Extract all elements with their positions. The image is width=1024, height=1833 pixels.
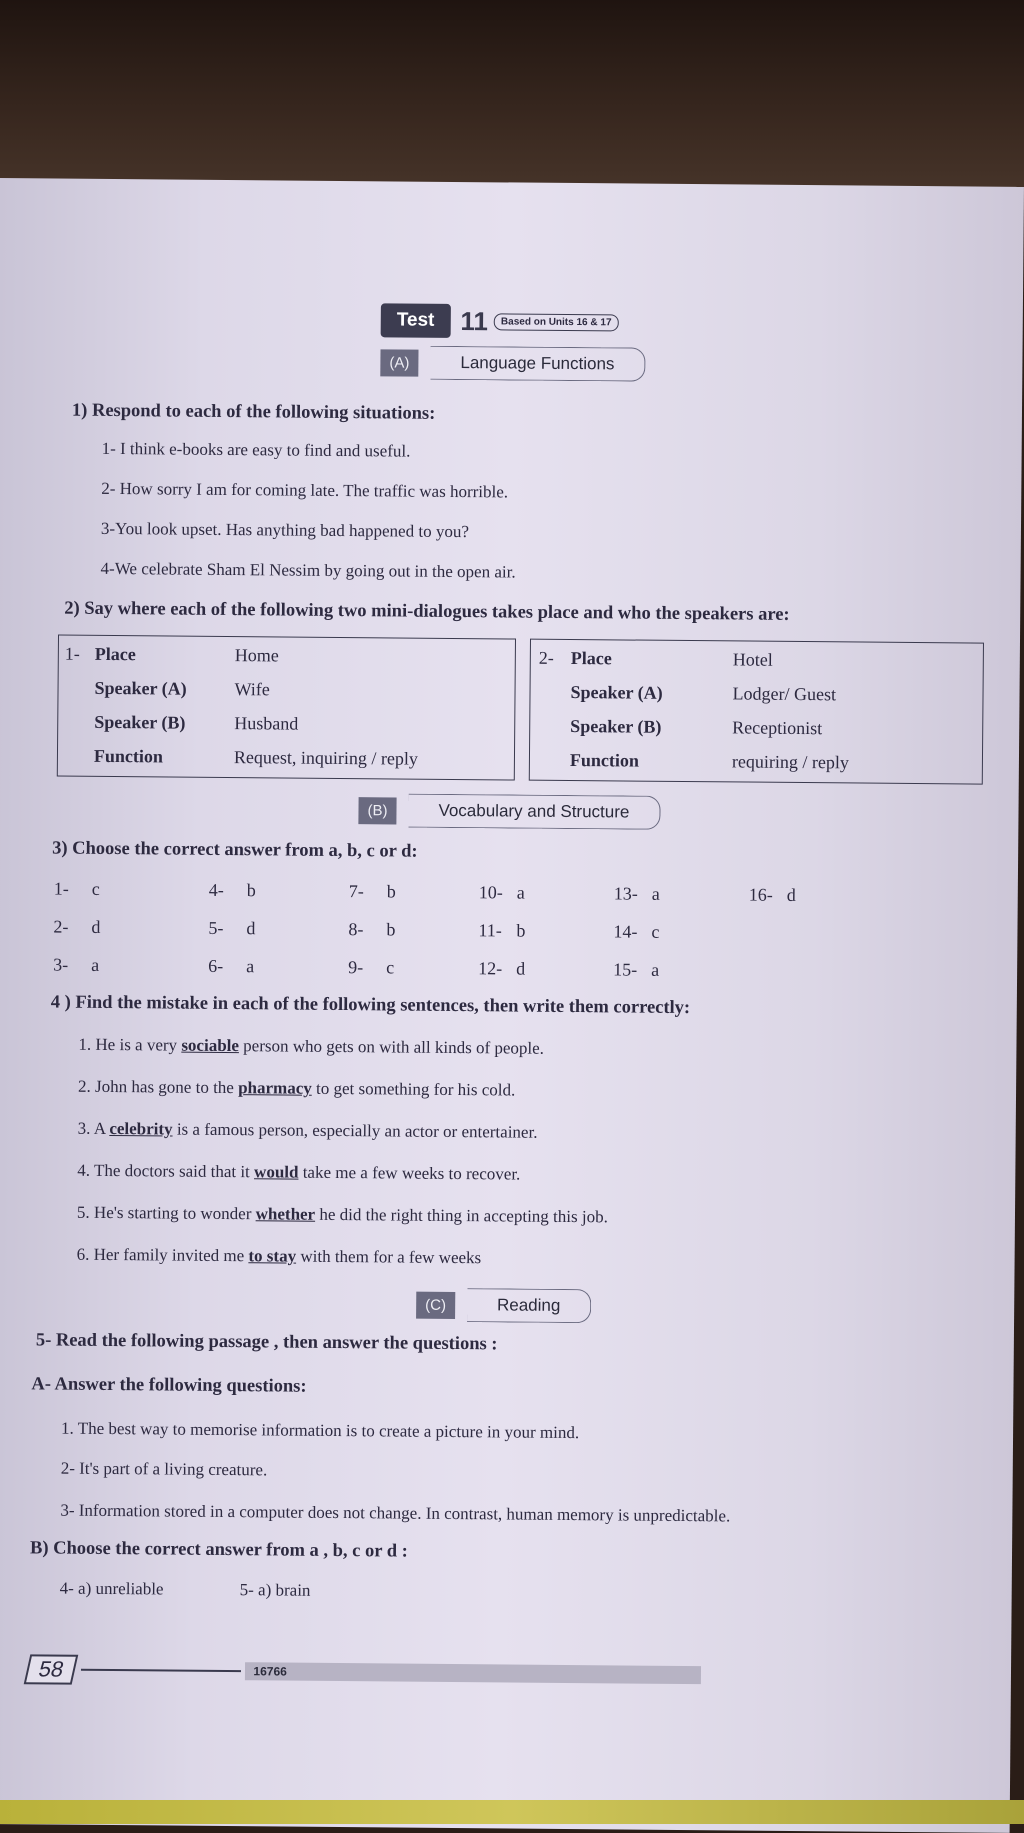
yellow-edge-strip [0,1800,1024,1824]
q5-part-b: B) Choose the correct answer from a , b, c or d : [29,1538,408,1562]
section-b-tag [358,793,660,830]
answer-item: 12- d [478,958,526,979]
q4-item: 2. John has gone to the pharmacy to get something for his cold. [77,1076,516,1100]
q5-answer: 3- Information stored in a computer does not change. In contrast, human memory is unpredictable. [60,1500,731,1526]
answer-item: 5- d [208,917,256,939]
dialogue-value: Home [234,645,279,666]
section-c-title: Reading [467,1288,592,1323]
page-number: 58 [24,1654,79,1684]
section-a-title: Language Functions [430,346,645,382]
dialogue-key: Speaker (A) [570,681,663,703]
answer-item: 6- a [208,955,255,977]
dialogue-prefix: 2- [538,647,554,668]
test-basis: Based on Units 16 & 17 [494,313,619,331]
q5-b-answer: 4- a) unreliable [59,1578,164,1599]
q4-heading: 4 ) Find the mistake in each of the following sentences, then write them correctly: [50,992,691,1019]
dialogue-value: Wife [234,679,270,700]
section-c-tag [416,1288,591,1324]
dialogue-key: Function [569,749,640,771]
test-label: Test [381,303,451,338]
q5-answer: 2- It's part of a living creature. [60,1458,268,1480]
answer-item: 7- b [348,881,396,902]
q5-answer: 1. The best way to memorise information is to create a picture in your mind. [61,1418,580,1443]
dialogue-value: Request, inquiring / reply [233,747,419,769]
section-a-letter: (A) [380,349,418,376]
q4-item: 3. A celebrity is a famous person, especially an actor or entertainer. [77,1118,538,1142]
answer-item: 15- a [613,959,660,980]
q5-heading: 5- Read the following passage , then answer the questions : [35,1330,498,1355]
dialogue-key: Speaker (B) [94,711,186,733]
corrected-word: to stay [248,1246,297,1266]
q1-item: 1- I think e-books are easy to find and useful. [101,438,411,461]
corrected-word: sociable [181,1035,240,1056]
q4-item: 5. He's starting to wonder whether he did the right thing in accepting this job. [76,1202,608,1227]
footer-code: 16766 [245,1662,701,1684]
q1-item: 3-You look upset. Has anything bad happened to you? [100,518,469,542]
q1-item: 2- How sorry I am for coming late. The traffic was horrible. [101,478,509,502]
q5-part-a: A- Answer the following questions: [31,1374,307,1397]
section-b-letter: (B) [358,797,396,824]
q4-item: 4. The doctors said that it would take me a few weeks to recover. [77,1160,521,1184]
q2-heading: 2) Say where each of the following two mini-dialogues takes place and who the speakers are: [64,598,790,625]
answer-item: 1- c [53,878,100,899]
corrected-word: celebrity [109,1118,173,1139]
answer-item: 10- a [478,882,525,903]
answer-item: 16- d [748,884,796,905]
answer-key-page [0,178,1024,1833]
section-c-letter: (C) [416,1291,455,1318]
dialogue-value: Husband [234,713,299,734]
dialogue-key: Place [94,643,136,665]
corrected-word: pharmacy [238,1078,312,1098]
dialogue-prefix: 1- [64,643,80,664]
test-header [381,303,619,339]
q4-item: 6. Her family invited me to stay with them for a few weeks [76,1244,482,1268]
answer-item: 4- b [208,879,256,901]
answer-item: 13- a [613,883,660,904]
dialogue-value: requiring / reply [731,751,849,773]
dialogue-key: Function [93,745,164,767]
section-b-title: Vocabulary and Structure [408,794,660,830]
dialogue-box-1 [57,635,516,781]
test-number: 11 [460,305,489,336]
dialogue-key: Place [570,648,612,669]
answer-item: 2- d [53,916,101,937]
dialogue-value: Hotel [732,649,773,670]
q1-heading: 1) Respond to each of the following situations: [71,400,436,424]
section-a-tag [380,345,645,381]
dialogue-key: Speaker (A) [94,677,187,699]
dialogue-value: Lodger/ Guest [732,683,837,705]
dialogue-key: Speaker (B) [570,715,662,737]
page-footer [27,1654,702,1690]
answer-item: 3- a [53,954,100,975]
corrected-word: would [254,1162,299,1182]
q3-heading: 3) Choose the correct answer from a, b, c or d: [52,838,418,862]
dialogue-value: Receptionist [732,717,823,739]
answer-item: 8- b [348,919,396,940]
footer-rule [81,1669,241,1672]
corrected-word: whether [255,1204,316,1224]
q4-item: 1. He is a very sociable person who gets on with all kinds of people. [78,1034,545,1058]
q5-b-answer: 5- a) brain [239,1580,311,1600]
q1-item: 4-We celebrate Sham El Nessim by going out in the open air. [100,558,516,582]
answer-item: 11- b [478,920,526,941]
q3-answer-grid [53,878,796,1004]
answer-item: 9- c [348,957,395,978]
dialogue-box-2 [529,639,984,785]
answer-item: 14- c [613,921,660,942]
